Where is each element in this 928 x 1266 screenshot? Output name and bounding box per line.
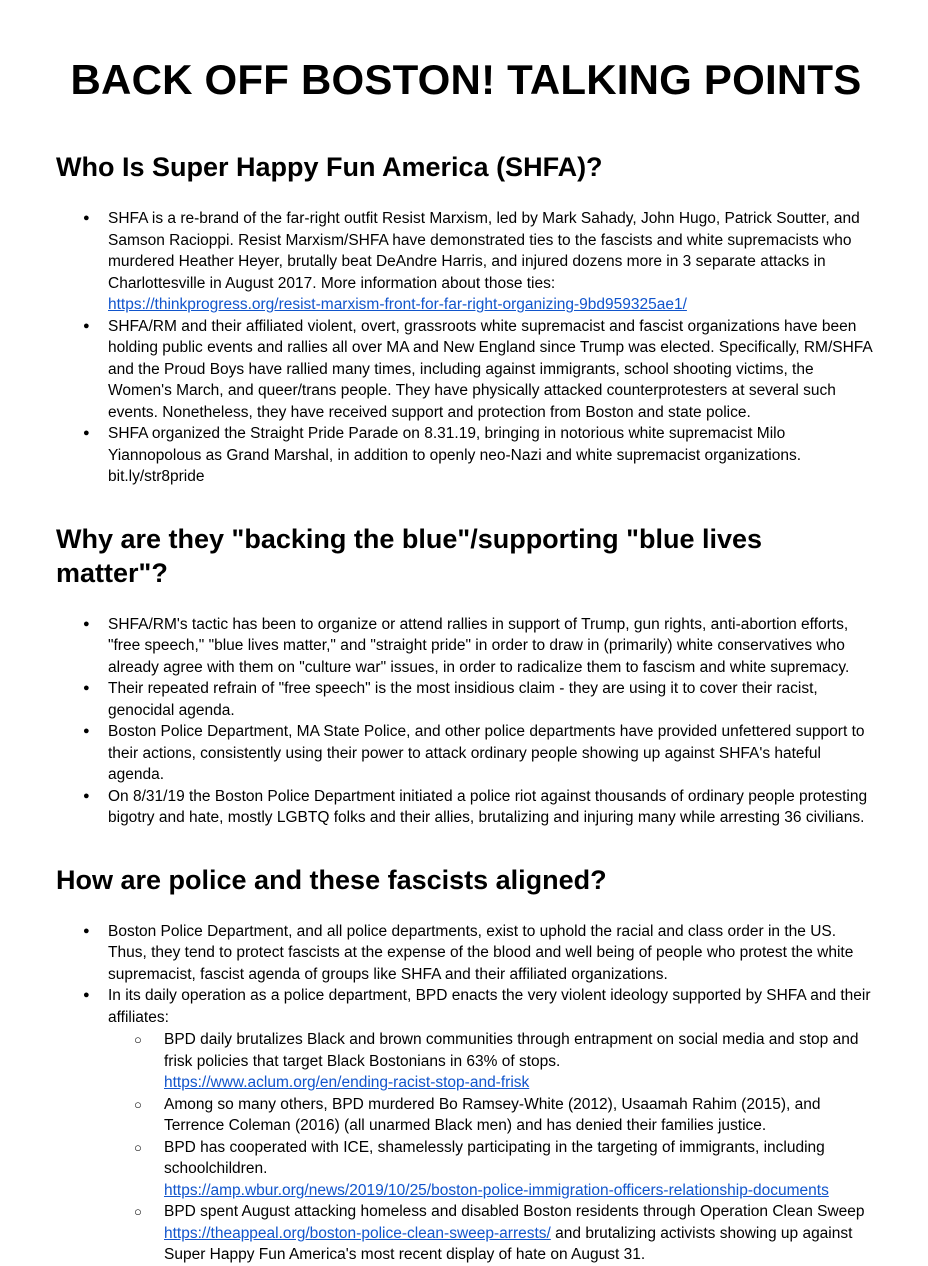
sub-bullet-item (108, 1137, 876, 1202)
sub-bullet-item (108, 1201, 876, 1266)
bullet-item (56, 614, 876, 679)
section-1-bullet-list (56, 208, 876, 488)
bullet-text: SHFA/RM and their affiliated violent, overt, grassroots white supremacist and fascist organizations have been holding public events and rallies all over MA and New England since Trump was elected. Specifically, RM/SHFA and the Proud Boys have rallied many times, including against immigrants, school shooting victims, the Women's March, and queer/trans people. They have physically attacked counterprotesters at several such events. Nonetheless, they have received support and protection from Boston and state police. (108, 317, 872, 421)
bullet-text: SHFA is a re-brand of the far-right outfit Resist Marxism, led by Mark Sahady, John Hugo, Patrick Soutter, and Samson Racioppi. Resist Marxism/SHFA have demonstrated ties to the fascists and white supremacists who murdered Heather Heyer, brutally beat DeAndre Harris, and injured dozens more in 3 separate attacks in Charlottesville in August 2017. More information about those ties: (108, 210, 860, 292)
bullet-text: Boston Police Department, and all police departments, exist to uphold the racial and class order in the US. Thus, they tend to protect fascists at the expense of the blood and well being of people who protest the white supremacist, fascist agenda of groups like SHFA and their affiliated organizations. (108, 922, 854, 983)
bullet-item (56, 678, 876, 721)
bullet-item (56, 985, 876, 1266)
section-heading-who-is-shfa: Who Is Super Happy Fun America (SHFA)? (56, 152, 603, 182)
bullet-item (56, 423, 876, 488)
bullet-text: SHFA/RM's tactic has been to organize or attend rallies in support of Trump, gun rights, anti-abortion efforts, "free speech," "blue lives matter," and "straight pride" in order to draw in (primarily) white conservatives who already agree with them on "culture war" issues, in order to radicalize them to fascism and white supremacy. (108, 615, 850, 676)
bullet-item (56, 786, 876, 829)
sub-bullet-text: Among so many others, BPD murdered Bo Ramsey-White (2012), Usaamah Rahim (2015), and Terrence Coleman (2016) (all unarmed Black men) and has denied their families justice. (164, 1095, 821, 1134)
bullet-item (56, 921, 876, 986)
bullet-item (56, 316, 876, 424)
sub-bullet-text: BPD spent August attacking homeless and disabled Boston residents through Operation Clean Sweep (164, 1203, 865, 1220)
sub-bullet-text: BPD has cooperated with ICE, shamelessly participating in the targeting of immigrants, including schoolchildren. (164, 1138, 825, 1177)
wbur-link[interactable]: https://amp.wbur.org/news/2019/10/25/boston-police-immigration-officers-relationship-documents (164, 1181, 829, 1199)
bullet-text: SHFA organized the Straight Pride Parade on 8.31.19, bringing in notorious white supremacist Milo Yiannopolous as Grand Marshal, in addition to openly neo-Nazi and white supremacist organizations. bit.ly/str8pride (108, 425, 802, 485)
section-3-bullet-list (56, 921, 876, 1266)
sub-bullet-text: BPD daily brutalizes Black and brown communities through entrapment on social media and stop and frisk policies that target Black Bostonians in 63% of stops. (164, 1031, 859, 1070)
sub-bullet-item (108, 1029, 876, 1094)
document-title: BACK OFF BOSTON! TALKING POINTS (70, 56, 862, 103)
theappeal-link[interactable]: https://theappeal.org/boston-police-clean-sweep-arrests/ (164, 1224, 551, 1242)
aclum-link[interactable]: https://www.aclum.org/en/ending-racist-stop-and-frisk (164, 1074, 530, 1091)
bullet-text: Their repeated refrain of "free speech" is the most insidious claim - they are using it to cover their racist, genocidal agenda. (108, 680, 818, 719)
sub-bullet-text: and brutalizing activists showing up against Super Happy Fun America's most recent display of hate on August 31. (164, 1224, 853, 1263)
thinkprogress-link[interactable]: https://thinkprogress.org/resist-marxism-front-for-far-right-organizing-9bd959325ae1/ (108, 296, 687, 313)
section-heading-backing-the-blue: Why are they "backing the blue"/supporting "blue lives matter"? (56, 523, 763, 588)
bullet-item (56, 721, 876, 786)
bullet-text: In its daily operation as a police department, BPD enacts the very violent ideology supported by SHFA and their affiliates: (108, 987, 871, 1026)
section-2-bullet-list (56, 614, 876, 829)
bullet-text: Boston Police Department, MA State Police, and other police departments have provided unfettered support to their actions, consistently using their power to attack ordinary people showing up against SHFA's hateful agenda. (108, 723, 865, 783)
sub-bullet-list (108, 1029, 876, 1266)
section-heading-police-fascists-aligned: How are police and these fascists aligned? (56, 864, 607, 895)
bullet-item (56, 208, 876, 316)
bullet-text: On 8/31/19 the Boston Police Department initiated a police riot against thousands of ordinary people protesting bigotry and hate, mostly LGBTQ folks and their allies, brutalizing and injuring many while arresting 36 civilians. (108, 787, 868, 826)
sub-bullet-item (108, 1094, 876, 1137)
